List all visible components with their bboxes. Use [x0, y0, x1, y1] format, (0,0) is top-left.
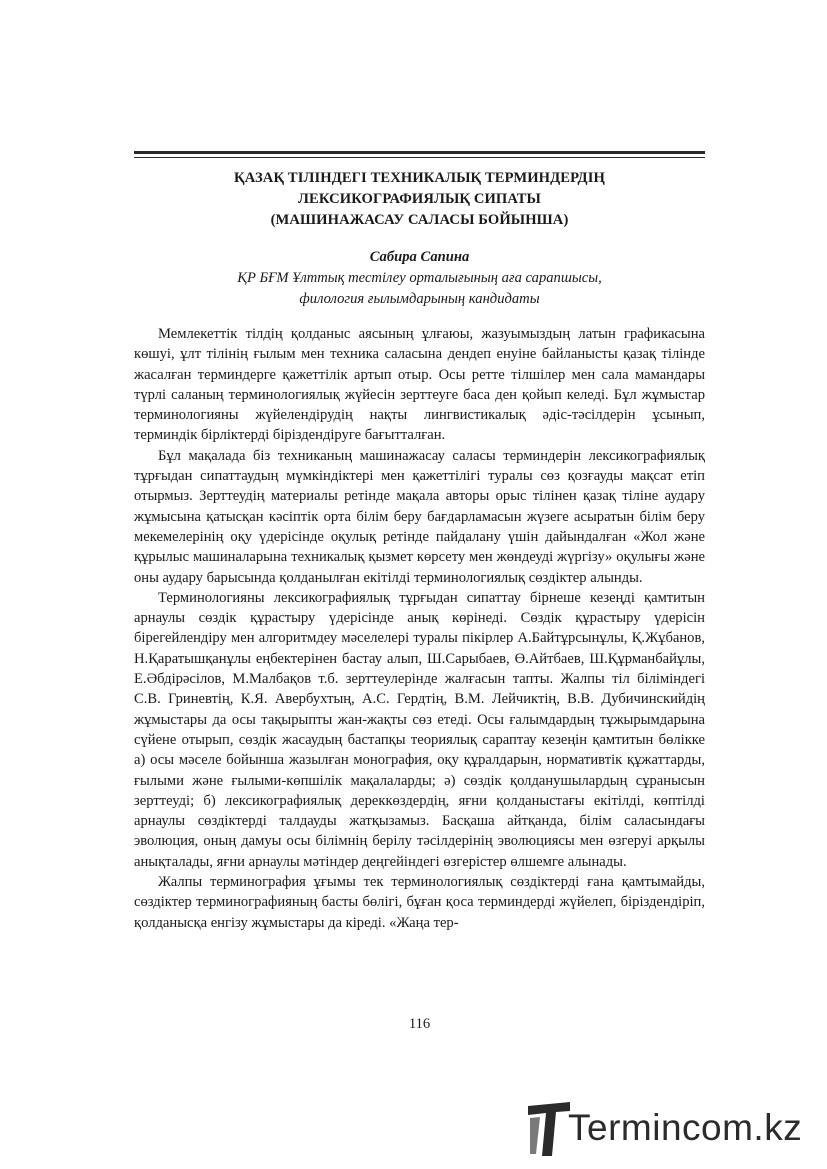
- body-paragraph-1: Мемлекеттік тілдің қолданыс аясының ұлғаюы, жазуымыздың латын графикасына көшуі, ұлт тілінің ғылым мен техника саласына дендеп енуіне байланысты қазақ тілінде жасалған терминдерге қажеттілік артып отыр. Осы ретте тілшілер мен сала мамандары түрлі саланың терминологиялық жүйесін зерттеуге баса ден қойып келеді. Бұл жұмыстар терминологияны жүйелендірудің нақты лингвистикалық әдіс-тәсілдерін ұсынып, терминдік бірліктерді біріздендіруге бағытталған.: [134, 326, 705, 444]
- article-body: [134, 324, 705, 933]
- termincom-logo: [526, 1098, 816, 1160]
- author-affiliation-line-1: ҚР БҒМ Ұлттық тестілеу орталығының аға сарапшысы,: [237, 270, 602, 286]
- author-block: [134, 247, 705, 310]
- body-paragraph-3: Терминологияны лексикографиялық тұрғыдан сипаттау бірнеше кезеңді қамтитын арнаулы сөздік құрастыру үдерісінде анық көрінеді. Сөздік құрастыру үдерісін бірегейлендіру мен алгоритмдеу мәселелері туралы пікірлер А.Байтұрсынұлы, Қ.Жұбанов, Н.Қаратышқанұлы еңбектерінен бастау алып, Ш.Сарыбаев, Ө.Айтбаев, Ш.Құрманбайұлы, Е.Әбдірәсілов, М.Малбақов т.б. зерттеулерінде жалғасын тапты. Жалпы тіл біліміндегі С.В. Гриневтің, К.Я. Авербухтың, А.С. Гердтің, В.М. Лейчиктің, В.В. Дубичинскийдің жұмыстары да осы тақырыпты жан-жақты сөз етеді. Осы ғалымдардың тұжырымдарына сүйене отырып, сөздік жасаудың бастапқы теориялық сараптау кезеңін қамтитын бөлікке а) осы мәселе бойынша жазылған монография, оқу құралдарын, нормативтік құжаттарды, ғылыми және ғылыми-көпшілік мақалаларды; ә) сөздік қолданушылардың сұранысын зерттеуді; б) лексикографиялық дереккөздердің, яғни қолданыстағы екітілді, көптілді арнаулы сөздіктерді талдауды жатқызамыз. Басқаша айтқанда, білім саласындағы эволюция, оның дамуы осы білімнің берілу тәсілдерінің эволюциясы мен өзгеруі арқылы анықталады, яғни арнаулы мәтіндер деңгейіндегі өзгерістер өлшемге алынады.: [134, 589, 705, 870]
- article-title: [134, 168, 705, 231]
- header-rule-thick: [134, 151, 705, 154]
- article-title-line-2: ЛЕКСИКОГРАФИЯЛЫҚ СИПАТЫ: [298, 191, 541, 207]
- termincom-logo-text: Termincom.kz: [568, 1107, 803, 1148]
- page-number: 116: [408, 1016, 431, 1032]
- article-title-line-1: ҚАЗАҚ ТІЛІНДЕГІ ТЕХНИКАЛЫҚ ТЕРМИНДЕРДІҢ: [234, 170, 605, 186]
- body-paragraph-4: Жалпы терминография ұғымы тек терминологиялық сөздіктерді ғана қамтымайды, сөздіктер терминографияның басты бөлігі, бұған қоса терминдерді жүйелеп, біріздендіріп, қолданысқа енгізу жұмыстары да кіреді. «Жаңа тер-: [134, 874, 705, 931]
- author-name: Сабира Сапина: [369, 249, 470, 265]
- termincom-logo-icon: [526, 1098, 572, 1160]
- article-title-line-3: (МАШИНАЖАСАУ САЛАСЫ БОЙЫНША): [270, 212, 569, 228]
- body-paragraph-2: Бұл мақалада біз техниканың машинажасау саласы терминдерін лексикографиялық тұрғыдан сипаттаудың мүмкіндіктері мен қажеттілігі туралы сөз қозғауды мақсат етіп отырмыз. Зерттеудің материалы ретінде мақала авторы орыс тілінен қазақ тіліне аудару жұмысына қатысқан кәсіптік орта білім беру бағдарламасын жүзеге асыратын білім беру мекемелерінің оқу үдерісінде оқулық ретінде пайдалану үшін дайындалған «Жол және құрылыс машиналарына техникалық қызмет көрсету мен жөндеуді жүргізу» оқулығы және оны аудару барысында қолданылған екітілді терминологиялық сөздіктер алынды.: [134, 447, 705, 586]
- author-affiliation-line-2: филология ғылымдарының кандидаты: [299, 291, 540, 307]
- header-rule-thin: [134, 157, 705, 158]
